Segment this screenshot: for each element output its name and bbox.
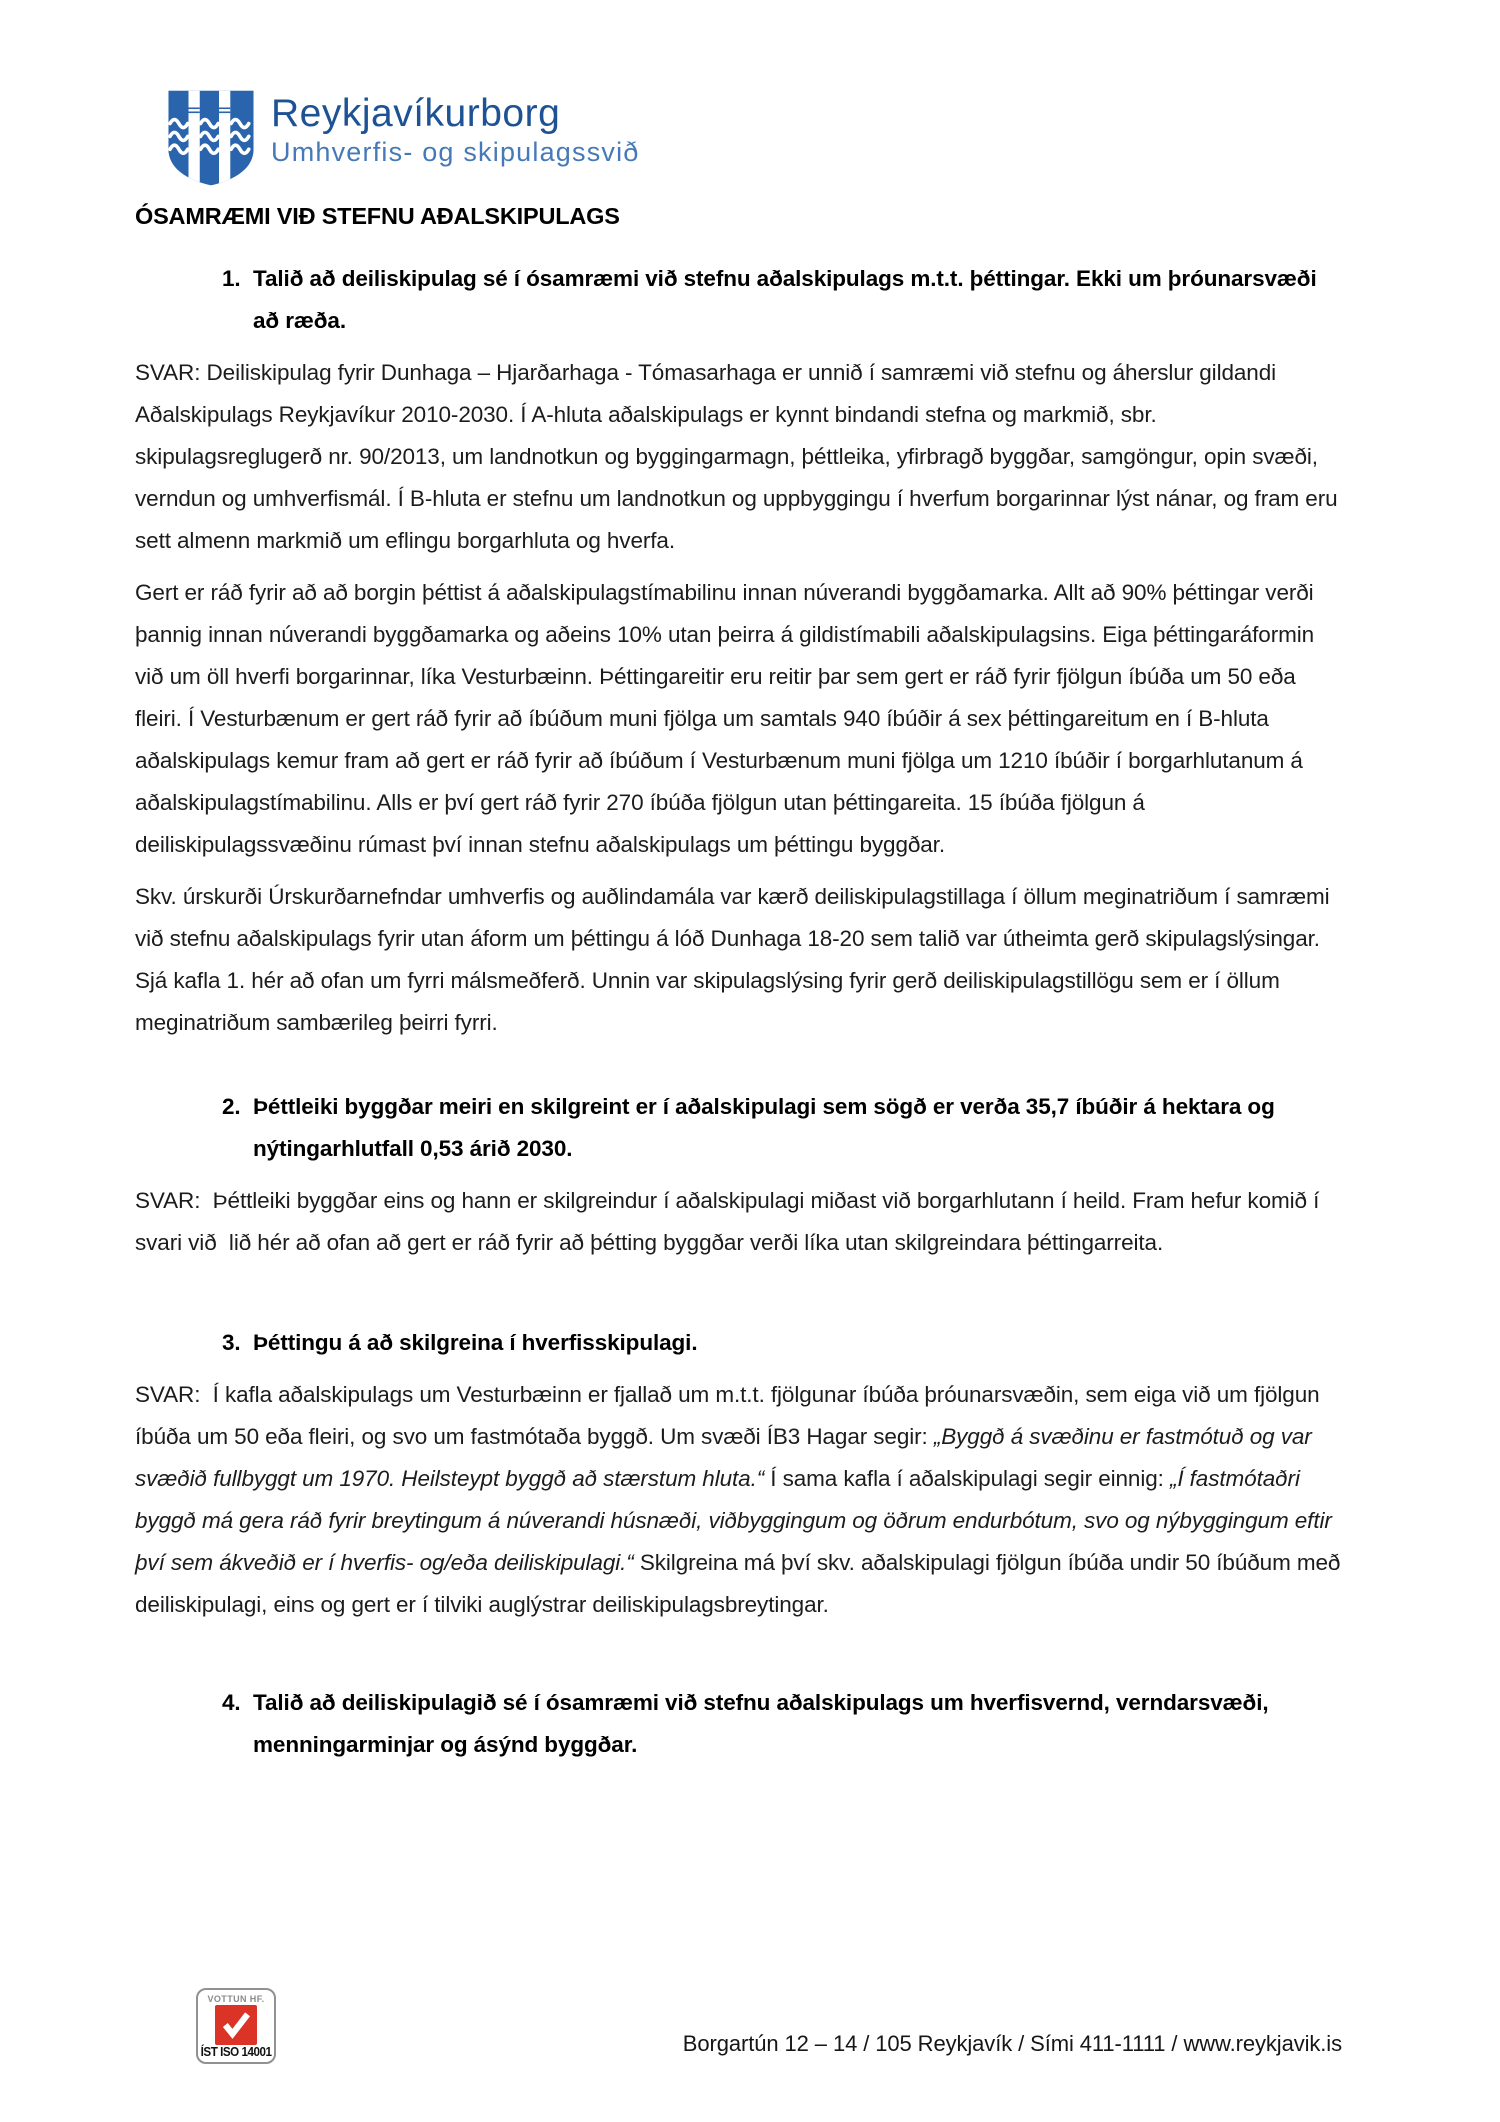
answer-1-paragraph-1: SVAR: Deiliskipulag fyrir Dunhaga – Hjarðarhaga - Tómasarhaga er unnið í samræmi við stefnu og áherslur gildandi Aðalskipulags Reykjavíkur 2010-2030. Í A-hluta aðalskipulags er kynnt bindandi stefna og markmið, sbr. skipulagsreglugerð nr. 90/2013, um landnotkun og byggingarmagn, þéttleika, yfirbragð byggðar, samgöngur, opin svæði, verndun og umhverfismál. Í B-hluta er stefnu um landnotkun og uppbyggingu í hverfum borgarinnar lýst nánar, og fram eru sett almenn markmið um eflingu borgarhluta og hverfa. [135,360,1344,553]
org-logo [166,88,1345,188]
list-item-1 [222,258,1345,342]
item-2-number: 2. [222,1094,241,1119]
answer-3-quote-1: „Byggð á svæðinu er fastmótuð og var svæðið fullbyggt um 1970. Heilsteypt byggð að stærstum hluta.“ [135,1424,1318,1491]
item-3-heading: Þéttingu á að skilgreina í hverfisskipulagi. [253,1330,698,1355]
check-icon [220,2011,252,2039]
answer-3-quote-2: „Í fastmótaðri byggð má gera ráð fyrir breytingum á núverandi húsnæði, viðbyggingum og öðrum endurbótum, svo og nýbyggingum eftir því sem ákveðið er í hverfis- og/eða deiliskipulagi.“ [135,1466,1338,1575]
doc-title: ÓSAMRÆMI VIÐ STEFNU AÐALSKIPULAGS [135,203,620,229]
answer-1-paragraph-3: Skv. úrskurði Úrskurðarnefndar umhverfis og auðlindamála var kærð deiliskipulagstillaga í öllum meginatriðum í samræmi við stefnu aðalskipulags fyrir utan áform um þéttingu á lóð Dunhaga 18-20 sem talið var útheimta gerð skipulagslýsingar. Sjá kafla 1. hér að ofan um fyrri málsmeðferð. Unnin var skipulagslýsing fyrir gerð deiliskipulagstillögu sem er í öllum meginatriðum sambærileg þeirri fyrri. [135,884,1336,1035]
answer-3-segment-3: Skilgreina má því skv. aðalskipulagi fjölgun íbúða undir 50 íbúðum með deiliskipulagi, eins og gert er í tilviki auglýstrar deiliskipulagsbreytingar. [135,1550,1347,1617]
list-item-3 [222,1322,1345,1364]
footer-address: Borgartún 12 – 14 / 105 Reykjavík / Sími 411-1111 / www.reykjavik.is [682,2031,1342,2056]
org-name: Reykjavíkurborg [271,92,561,135]
answer-1-paragraph-2: Gert er ráð fyrir að að borgin þéttist á aðalskipulagstímabilinu innan núverandi byggðamarka. Allt að 90% þéttingar verði þannig innan núverandi byggðamarka og aðeins 10% utan þeirra á gildistímabili aðalskipulagsins. Eiga þéttingaráformin við um öll hverfi borgarinnar, líka Vesturbæinn. Þéttingareitir eru reitir þar sem gert er ráð fyrir fjölgun íbúða um 50 eða fleiri. Í Vesturbænum er gert ráð fyrir að íbúðum muni fjölga um samtals 940 íbúðir á sex þéttingareitum en í B-hluta aðalskipulags kemur fram að gert er ráð fyrir að íbúðum í Vesturbænum muni fjölga um 1210 íbúðir í borgarhlutanum á aðalskipulagstímabilinu. Alls er því gert ráð fyrir 270 íbúða fjölgun utan þéttingareita. 15 íbúða fjölgun á deiliskipulagssvæðinu rúmast því innan stefnu aðalskipulags um þéttingu byggðar. [135,580,1321,857]
answer-3-paragraph [135,1374,1345,1626]
badge-issuer-label: VOTTUN HF. [207,1994,265,2004]
item-1-number: 1. [222,266,241,291]
item-4-heading: Talið að deiliskipulagið sé í ósamræmi við stefnu aðalskipulags um hverfisvernd, verndarsvæði, menningarminjar og ásýnd byggðar. [253,1690,1269,1757]
item-3-number: 3. [222,1330,241,1355]
answer-3-segment-1: SVAR: Í kafla aðalskipulags um Vesturbæinn er fjallað um m.t.t. fjölgunar íbúða þróunarsvæðin, sem eiga við um fjölgun íbúða um 50 eða fleiri, og svo um fastmótaða byggð. Um svæði ÍB3 Hagar segir: [135,1382,1326,1449]
answer-3-segment-2: Í sama kafla í aðalskipulagi segir einnig: [770,1466,1170,1491]
answer-2-paragraph: SVAR: Þéttleiki byggðar eins og hann er skilgreindur í aðalskipulagi miðast við borgarhlutann í heild. Fram hefur komið í svari við lið hér að ofan að gert er ráð fyrir að þétting byggðar verði líka utan skilgreindara þéttingarreita. [135,1188,1326,1255]
org-department: Umhverfis- og skipulagssvið [271,137,640,167]
item-2-heading: Þéttleiki byggðar meiri en skilgreint er í aðalskipulagi sem sögð er verða 35,7 íbúðir á hektara og nýtingarhlutfall 0,53 árið 2030. [253,1094,1275,1161]
item-1-heading: Talið að deiliskipulag sé í ósamræmi við stefnu aðalskipulags m.t.t. þéttingar. Ekki um þróunarsvæði að ræða. [253,266,1317,333]
list-item-4 [222,1682,1345,1766]
item-4-number: 4. [222,1690,241,1715]
badge-check-square [215,2005,257,2045]
reykjavik-coat-of-arms-icon [166,88,256,188]
list-item-2 [222,1086,1345,1170]
badge-standard-label: ÍST ISO 14001 [200,2045,272,2059]
iso-certification-badge [196,1988,276,2064]
